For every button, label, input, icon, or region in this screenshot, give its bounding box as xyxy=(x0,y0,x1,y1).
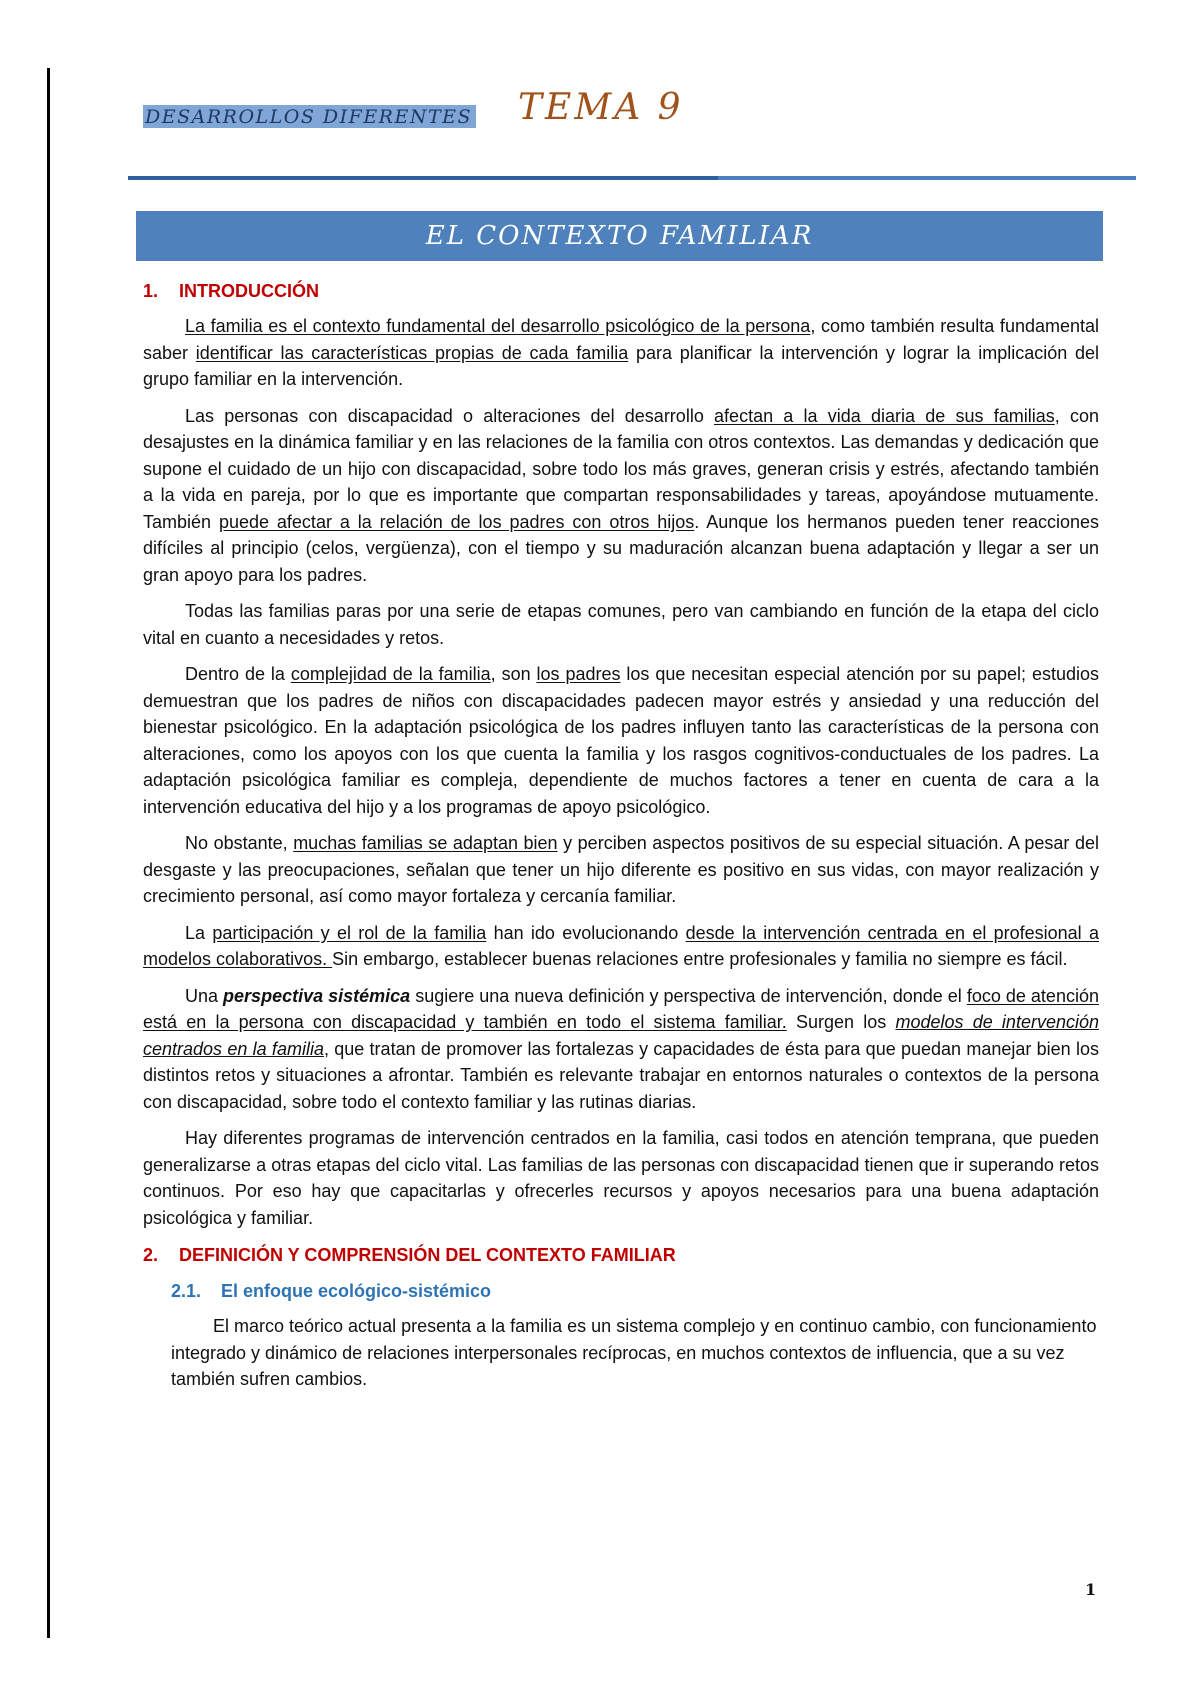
section-1 xyxy=(143,277,1099,1403)
subsection-number: 2.1. xyxy=(171,1281,202,1301)
section-number: 2. xyxy=(143,1245,159,1265)
course-label: DESARROLLOS DIFERENTES xyxy=(143,105,476,128)
paragraph: El marco teórico actual presenta a la familia es un sistema complejo y en continuo cambio, con funcionamiento integrado y dinámico de relaciones interpersonales recíprocas, en muchos contextos de influencia, que a su vez también sufren cambios. xyxy=(171,1316,1097,1389)
section-number: 1. xyxy=(143,281,159,301)
paragraph: Las personas con discapacidad o alteraciones del desarrollo afectan a la vida diaria de sus familias, con desajustes en la dinámica familiar y en las relaciones de la familia con otros contextos. Las demandas y dedicación que supone el cuidado de un hijo con discapacidad, sobre todo los más graves, generan crisis y estrés, afectando también a la vida en pareja, por lo que es importante que compartan responsabilidades y tareas, apoyándose mutuamente. También puede afectar a la relación de los padres con otros hijos. Aunque los hermanos pueden tener reacciones difíciles al principio (celos, vergüenza), con el tiempo y su maduración alcanzan buena adaptación y llegar a ser un gran apoyo para los padres. xyxy=(143,405,1099,585)
paragraph: No obstante, muchas familias se adaptan bien y perciben aspectos positivos de su especial situación. A pesar del desgaste y las preocupaciones, señalan que tener un hijo diferente es positivo en sus vidas, con mayor realización y crecimiento personal, así como mayor fortaleza y cercanía familiar. xyxy=(143,833,1099,906)
subsection-title: El enfoque ecológico-sistémico xyxy=(221,1281,492,1301)
left-margin-bar xyxy=(47,68,50,1638)
section-title: DEFINICIÓN Y COMPRENSIÓN DEL CONTEXTO FAMILIAR xyxy=(179,1245,676,1265)
section-2-heading xyxy=(143,1241,1099,1269)
section-title: INTRODUCCIÓN xyxy=(179,281,319,301)
tema-label: TEMA 9 xyxy=(518,87,684,128)
chapter-title: EL CONTEXTO FAMILIAR xyxy=(136,211,1103,261)
paragraph: Dentro de la complejidad de la familia, son los padres los que necesitan especial atención por su papel; estudios demuestran que los padres de niños con discapacidades padecen mayor estrés y ansiedad y una reducción del bienestar psicológico. En la adaptación psicológica de los padres influyen tanto las características de la persona con alteraciones, como los apoyos con los que cuenta la familia y los rasgos cognitivos-conductuales de los padres. La adaptación psicológica familiar es compleja, dependiente de muchos factores a tener en cuenta de cara a la intervención educativa del hijo y a los programas de apoyo psicológico. xyxy=(143,664,1100,817)
subsection-2-1-heading xyxy=(171,1277,1099,1305)
paragraph: Hay diferentes programas de intervención centrados en la familia, casi todos en atención temprana, que pueden generalizarse a otras etapas del ciclo vital. Las familias de las personas con discapacidad tienen que ir superando retos continuos. Por eso hay que capacitarlas y ofrecerles recursos y apoyos necesarios para una buena adaptación psicológica y familiar. xyxy=(143,1128,1099,1228)
paragraph: La participación y el rol de la familia han ido evolucionando desde la intervención centrada en el profesional a modelos colaborativos. Sin embargo, establecer buenas relaciones entre profesionales y familia no siempre es fácil. xyxy=(143,922,1099,969)
paragraph: Todas las familias paras por una serie de etapas comunes, pero van cambiando en función de la etapa del ciclo vital en cuanto a necesidades y retos. xyxy=(143,601,1099,648)
document-header xyxy=(143,88,684,128)
paragraph: La familia es el contexto fundamental del desarrollo psicológico de la persona, como también resulta fundamental saber identificar las características propias de cada familia para planificar la intervención y lograr la implicación del grupo familiar en la intervención. xyxy=(143,316,1100,389)
header-rule-accent xyxy=(128,176,718,180)
section-1-heading xyxy=(143,277,1099,305)
paragraph: Una perspectiva sistémica sugiere una nueva definición y perspectiva de intervención, donde el foco de atención está en la persona con discapacidad y también en todo el sistema familiar. Surgen los modelos de intervención centrados en la familia, que tratan de promover las fortalezas y capacidades de ésta para que puedan manejar bien los distintos retos y situaciones a afrontar. También es relevante trabajar en entornos naturales o contextos de la persona con discapacidad, sobre todo el contexto familiar y las rutinas diarias. xyxy=(143,985,1099,1112)
page-number: 1 xyxy=(1085,1580,1097,1599)
